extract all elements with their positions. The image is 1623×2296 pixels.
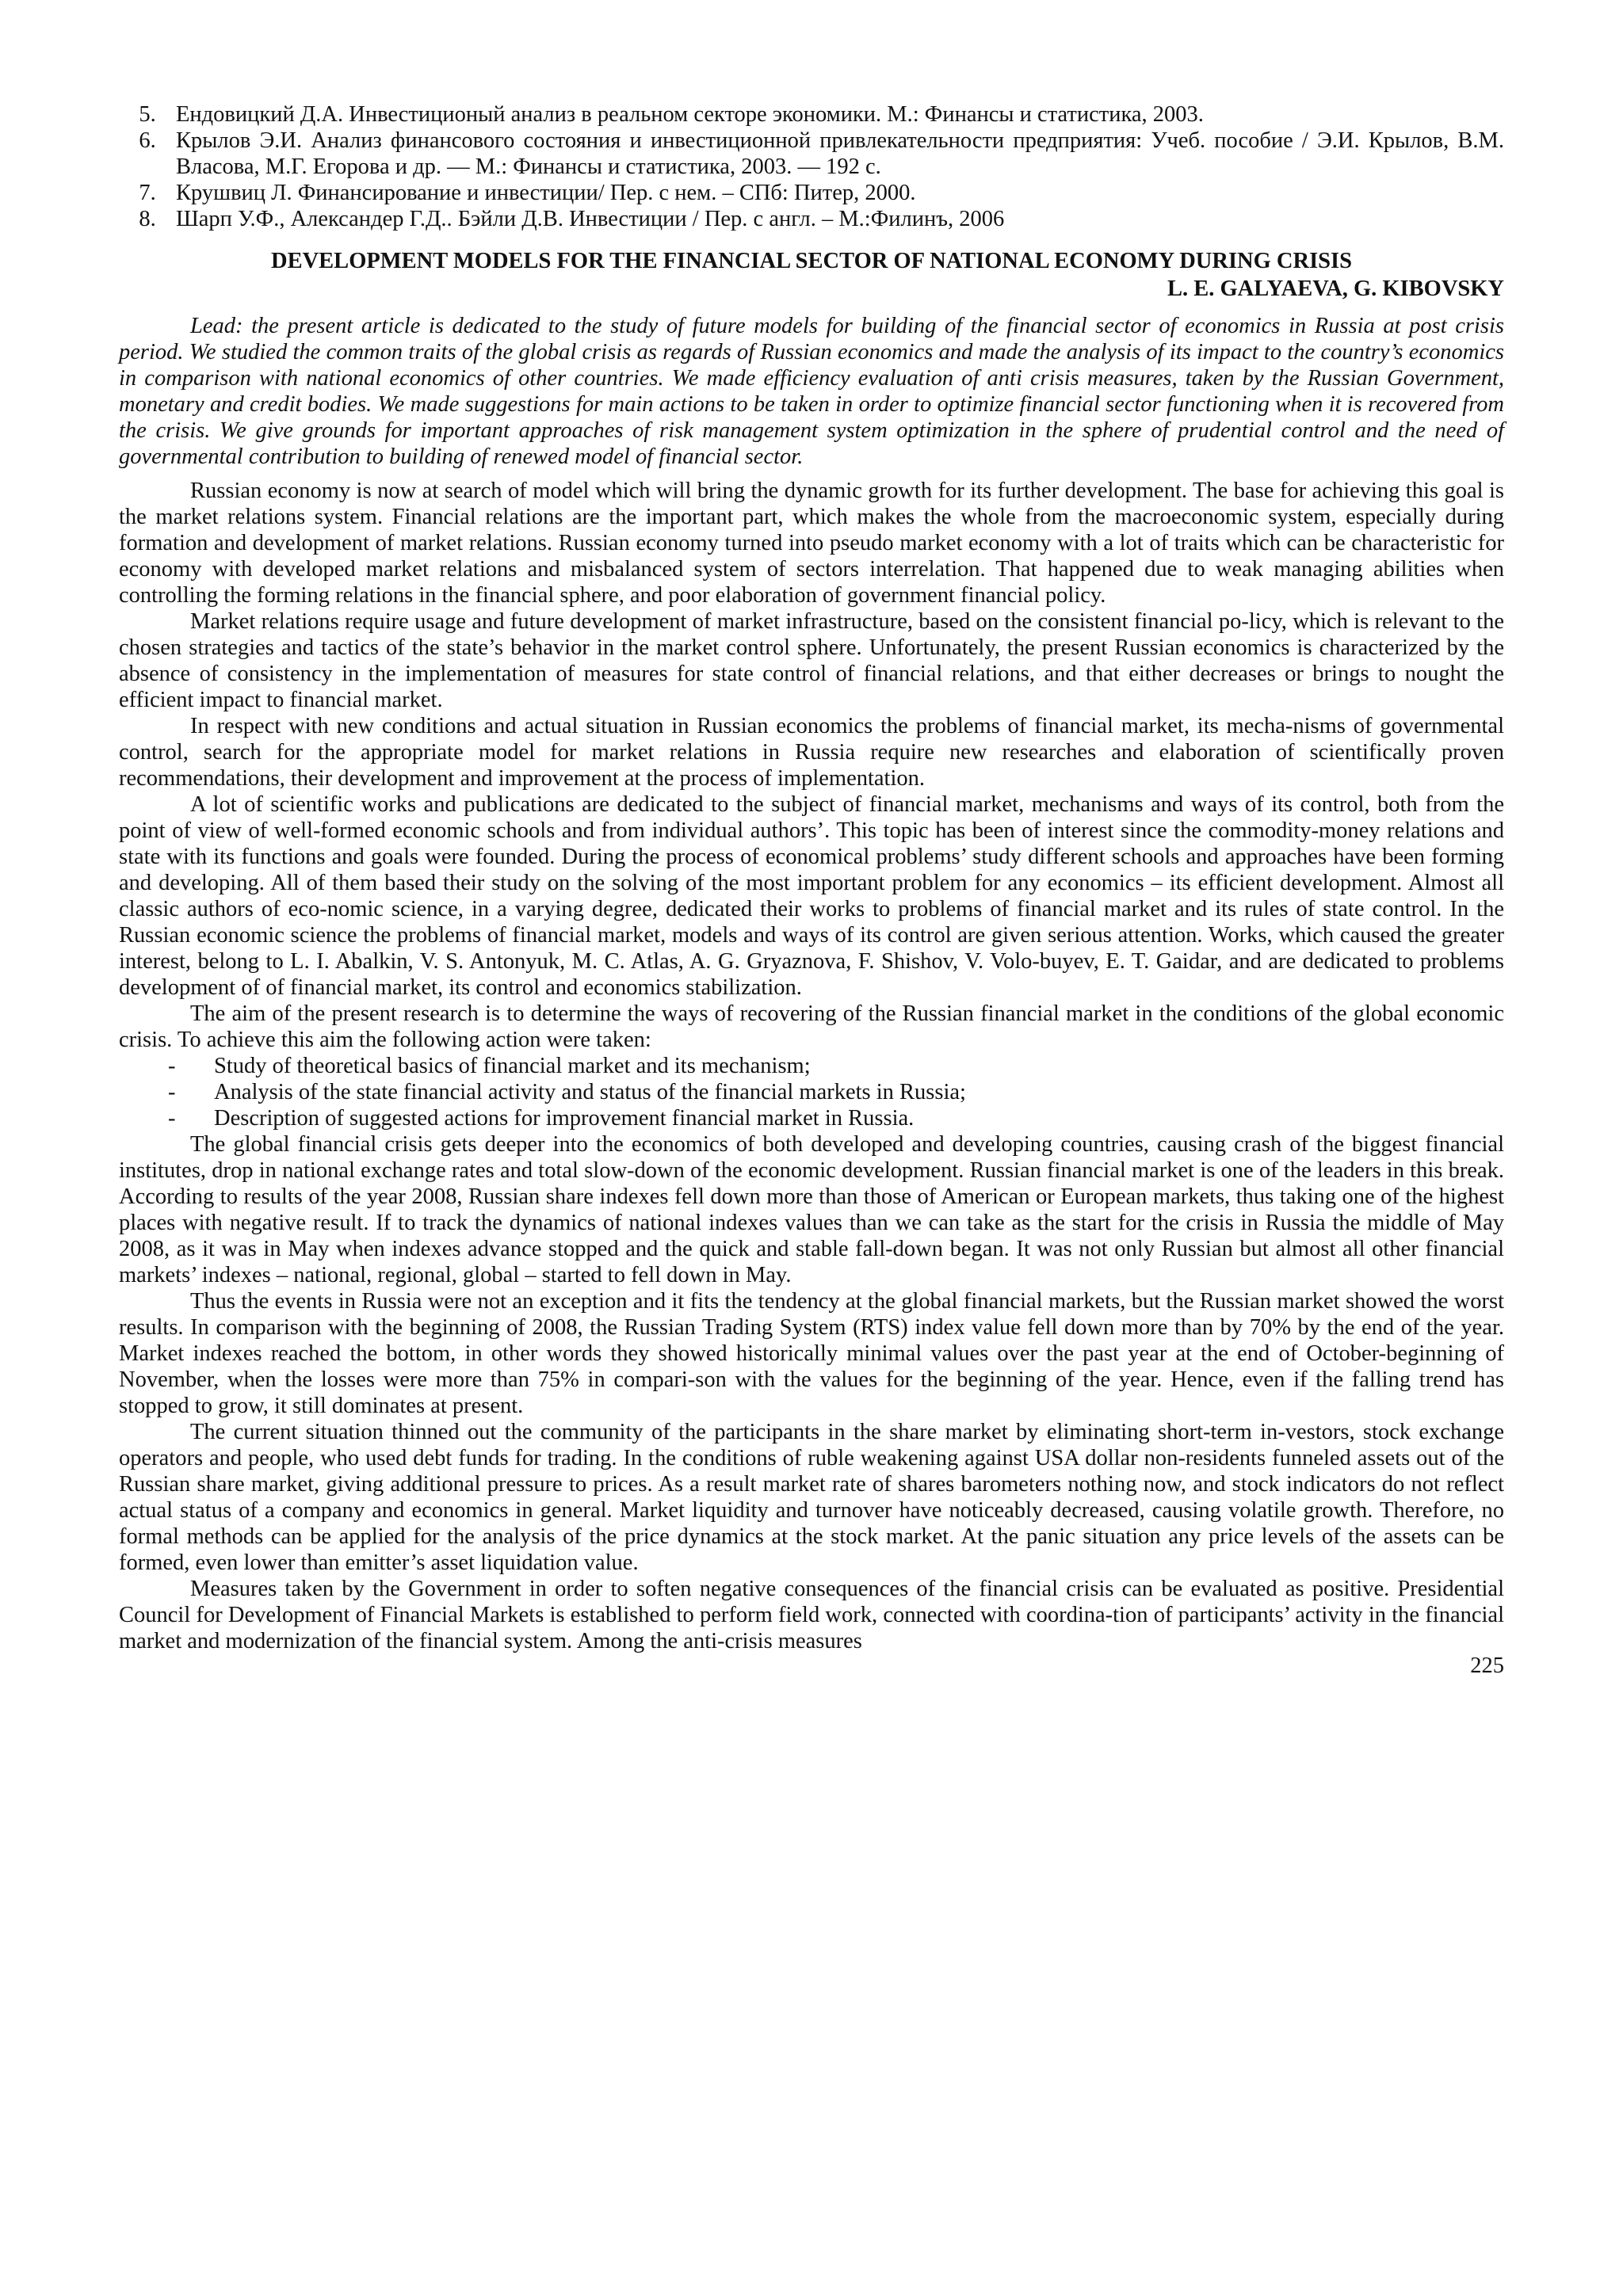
reference-item [119,180,1504,206]
bullet-text: Description of suggested actions for improvement financial market in Russia. [214,1106,915,1131]
reference-number: 7. [139,181,156,205]
body-paragraph: Thus the events in Russia were not an exception and it fits the tendency at the global financial markets, but the Russian market showed the worst results. In comparison with the beginning of 2008, the Russian Trading System (RTS) index value fell down more than by 70% by the end of the year. Market indexes reached the bottom, in other words they showed historically minimal values over the past year at the end of October-beginning of November, when the losses were more than 75% in compari-son with the values for the beginning of the year. Hence, even if the falling trend has stopped to grow, it still dominates at present. [119,1289,1504,1418]
reference-text: Шарп У.Ф., Александер Г.Д.. Бэйли Д.В. Инвестиции / Пер. с англ. – М.:Филинъ, 2006 [176,207,1005,231]
research-actions-list [119,1053,1504,1131]
reference-item [119,128,1504,180]
list-item [119,1053,1504,1079]
reference-number: 8. [139,207,156,231]
body-paragraph: In respect with new conditions and actual situation in Russian economics the problems of financial market, its mecha-nisms of governmental control, search for the appropriate model for market relations in Russia require new researches and elaboration of scientifically proven recommendations, their development and improvement at the process of implementation. [119,714,1504,791]
body-paragraph: Russian economy is now at search of model which will bring the dynamic growth for its further development. The base for achieving this goal is the market relations system. Financial relations are the important part, which makes the whole from the macroeconomic system, especially during formation and development of market relations. Russian economy turned into pseudo market economy with a lot of traits which can be characteristic for economy with developed market relations and misbalanced system of sectors interrelation. That happened due to weak managing abilities when controlling the forming relations in the financial sphere, and poor elaboration of government financial policy. [119,479,1504,608]
article-title: DEVELOPMENT MODELS FOR THE FINANCIAL SECTOR OF NATIONAL ECONOMY DURING CRISIS [271,249,1352,273]
bullet-dash: - [168,1054,176,1078]
body-paragraph: Measures taken by the Government in order to soften negative consequences of the financial crisis can be evaluated as positive. Presidential Council for Development of Financial Markets is established to perform field work, connected with coordina-tion of participants’ activity in the financial market and modernization of the financial system. Among the anti-crisis measures [119,1577,1504,1653]
reference-text: Крылов Э.И. Анализ финансового состояния и инвестиционной привлекательности предприятия: Учеб. пособие / Э.И. Крылов, В.М. Власова, М.Г. Егорова и др. — М.: Финансы и статистика, 2003. — 192 с. [176,128,1504,179]
reference-text: Ендовицкий Д.А. Инвестиционый анализ в реальном секторе экономики. М.: Финансы и статистика, 2003. [176,102,1204,127]
bullet-text: Analysis of the state financial activity and status of the financial markets in Russia; [214,1080,966,1104]
reference-text: Крушвиц Л. Финансирование и инвестиции/ Пер. с нем. – СПб: Питер, 2000. [176,181,916,205]
body-paragraph: The global financial crisis gets deeper into the economics of both developed and developing countries, causing crash of the biggest financial institutes, drop in national exchange rates and total slow-down of the economic development. Russian financial market is one of the leaders in this break. According to results of the year 2008, Russian share indexes fell down more than those of American or European markets, thus taking one of the highest places with negative result. If to track the dynamics of national indexes values than we can take as the start for the crisis in Russia the middle of May 2008, as it was in May when indexes advance stopped and the quick and stable fall-down began. It was not only Russian but almost all other financial markets’ indexes – national, regional, global – started to fell down in May. [119,1132,1504,1287]
article-lead: Lead: the present article is dedicated to the study of future models for building of the financial sector of economics in Russia at post crisis period. We studied the common traits of the global crisis as regards of Russian economics and made the analysis of its impact to the country’s economics in comparison with national economics of other countries. We made efficiency evaluation of anti crisis measures, taken by the Russian Government, monetary and credit bodies. We made suggestions for main actions to be taken in order to optimize financial sector functioning when it is recovered from the crisis. We give grounds for important approaches of risk management system optimization in the sphere of prudential control and the need of governmental contribution to building of renewed model of financial sector. [119,314,1504,469]
reference-number: 5. [139,102,156,127]
reference-number: 6. [139,128,156,153]
reference-list [119,101,1504,232]
list-item [119,1105,1504,1131]
body-paragraph: The aim of the present research is to determine the ways of recovering of the Russian financial market in the conditions of the global economic crisis. To achieve this aim the following action were taken: [119,1001,1504,1052]
bullet-dash: - [168,1080,176,1104]
article-authors: L. E. GALYAEVA, G. KIBOVSKY [1167,277,1504,301]
reference-item [119,206,1504,232]
page [119,101,1504,1679]
page-number: 225 [1470,1653,1504,1678]
list-item [119,1079,1504,1105]
body-paragraph: The current situation thinned out the community of the participants in the share market by eliminating short-term in-vestors, stock exchange operators and people, who used debt funds for trading. In the conditions of ruble weakening against USA dollar non-residents funneled assets out of the Russian share market, giving additional pressure to prices. As a result market rate of shares barometers nothing now, and stock indicators do not reflect actual status of a company and economics in general. Market liquidity and turnover have noticeably decreased, causing volatile growth. Therefore, no formal methods can be applied for the analysis of the price dynamics at the stock market. At the panic situation any price levels of the assets can be formed, even lower than emitter’s asset liquidation value. [119,1420,1504,1575]
body-paragraph: A lot of scientific works and publications are dedicated to the subject of financial market, mechanisms and ways of its control, both from the point of view of well-formed economic schools and from individual authors’. This topic has been of interest since the commodity-money relations and state with its functions and goals were founded. During the process of economical problems’ study different schools and approaches have been forming and developing. All of them based their study on the solving of the most important problem for any economics – its efficient development. Almost all classic authors of eco-nomic science, in a varying degree, dedicated their works to problems of financial market and its rules of state control. In the Russian economic science the problems of financial market, models and ways of its control are given serious attention. Works, which caused the greater interest, belong to L. I. Abalkin, V. S. Antonyuk, M. C. Atlas, A. G. Gryaznova, F. Shishov, V. Volo-buyev, E. T. Gaidar, and are dedicated to problems development of of financial market, its control and economics stabilization. [119,792,1504,1000]
bullet-text: Study of theoretical basics of financial market and its mechanism; [214,1054,811,1078]
reference-item [119,101,1504,128]
body-paragraph: Market relations require usage and future development of market infrastructure, based on the consistent financial po-licy, which is relevant to the chosen strategies and tactics of the state’s behavior in the market control sphere. Unfortunately, the present Russian economics is characterized by the absence of consistency in the implementation of measures for state control of financial relations, and that either decreases or brings to nought the efficient impact to financial market. [119,609,1504,712]
bullet-dash: - [168,1106,176,1131]
